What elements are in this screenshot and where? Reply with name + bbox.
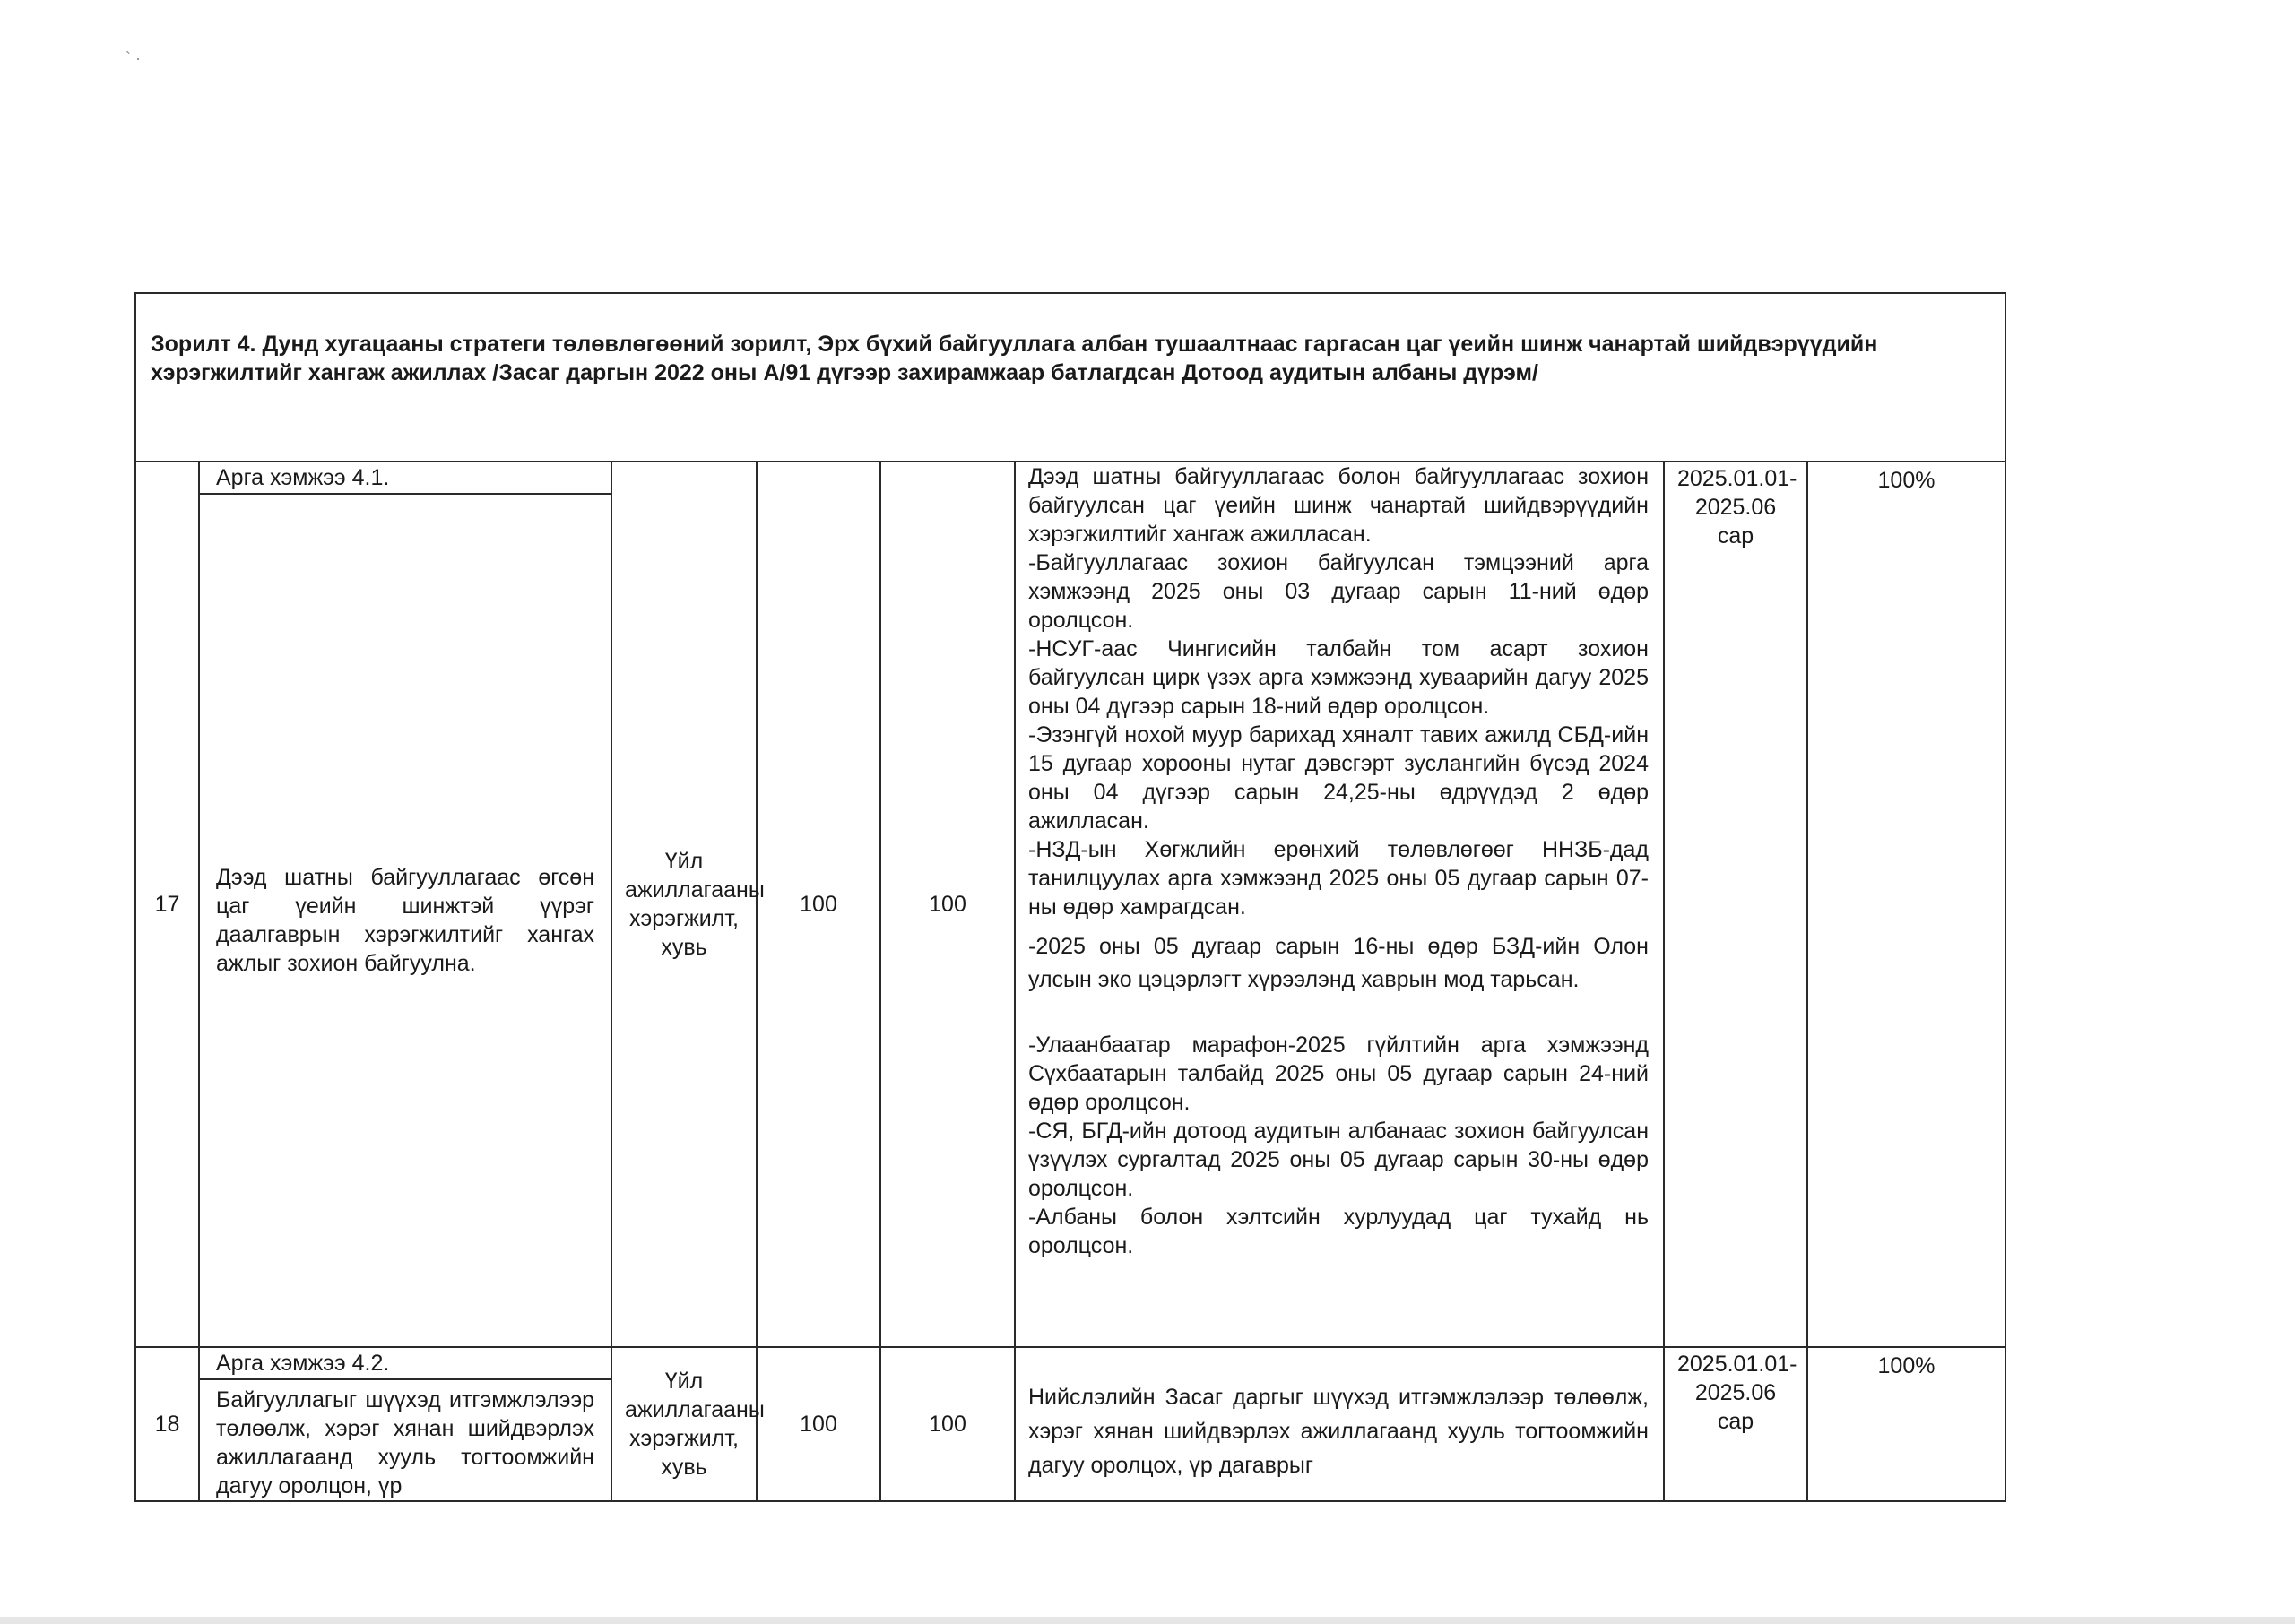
result-paragraph: -Байгууллагаас зохион байгуулсан тэмцээний арга хэмжээнд 2025 оны 03 дугаар сарын 11-ний өдөр оролцсон. <box>1028 550 1649 633</box>
measure-text-wrap <box>200 495 611 1346</box>
result-paragraph: -НСУГ-аас Чингисийн талбайн том асарт зохион байгуулсан цирк үзэх арга хэмжээнд хуваарийн дагуу 2025 оны 04 дүгээр сарын 18-ний өдөр оролцсон. <box>1028 636 1649 719</box>
measure-label: Арга хэмжээ 4.1. <box>200 462 611 495</box>
period: 2025.01.01-2025.06 сар <box>1664 1347 1807 1501</box>
target-value: 100 <box>757 462 880 1347</box>
plan-report-table <box>134 292 2006 1502</box>
result-paragraph: -НЗД-ын Хөгжлийн ерөнхий төлөвлөгөөг ННЗБ-дад танилцуулах арга хэмжээнд 2025 оны 05 дугаар сарын 07-ны өдөр хамрагдсан. <box>1028 837 1649 920</box>
result-paragraph: -2025 оны 05 дугаар сарын 16-ны өдөр БЗД-ийн Олон улсын эко цэцэрлэгт хүрээлэнд хаврын мод тарьсан. <box>1028 934 1649 992</box>
result-description <box>1015 1347 1664 1501</box>
measure-cell <box>199 1347 611 1501</box>
actual-value: 100 <box>880 462 1015 1347</box>
measure-text: Дээд шатны байгууллагаас өгсөн цаг үеийн шинжтэй үүрэг даалгаврын хэрэгжилтийг хангах ажлыг зохион байгуулна. <box>216 865 594 976</box>
goal-header: Зорилт 4. Дунд хугацааны стратеги төлөвлөгөөний зорилт, Эрх бүхий байгууллага албан тушаалтнаас гаргасан цаг үеийн шинж чанартай шийдвэрүүдийн хэрэгжилтийг хангаж ажиллах /Засаг даргын 2022 оны А/91 дүгээр захирамжаар батлагдсан Дотоод аудитын албаны дүрэм/ <box>135 293 2005 462</box>
indicator: Үйл ажиллагааны хэрэгжилт, хувь <box>611 462 757 1347</box>
completion-percent: 100% <box>1807 1347 2005 1501</box>
table-row <box>135 1347 2005 1501</box>
row-number: 18 <box>135 1347 199 1501</box>
result-paragraph: -Албаны болон хэлтсийн хурлуудад цаг тухайд нь оролцсон. <box>1028 1205 1649 1258</box>
indicator: Үйл ажиллагааны хэрэгжилт, хувь <box>611 1347 757 1501</box>
measure-label: Арга хэмжээ 4.2. <box>200 1348 611 1380</box>
result-description <box>1015 462 1664 1347</box>
measure-text-wrap <box>200 1380 611 1500</box>
result-paragraph: Дээд шатны байгууллагаас болон байгууллагаас зохион байгуулсан цаг үеийн шинж чанартай шийдвэрүүдийн хэрэгжилтийг хангаж ажилласан. <box>1028 464 1649 547</box>
result-paragraph: -Улаанбаатар марафон-2025 гүйлтийн арга хэмжээнд Сүхбаатарын талбайд 2025 оны 05 дугаар сарын 24-ний өдөр оролцсон. <box>1028 1032 1649 1115</box>
page-edge <box>0 1617 2295 1624</box>
actual-value: 100 <box>880 1347 1015 1501</box>
table-row <box>135 462 2005 1347</box>
measure-text: Байгууллагыг шүүхэд итгэмжлэлээр төлөөлж, хэрэг хянан шийдвэрлэх ажиллагаанд хууль тогтоомжийн дагуу оролцон, үр <box>216 1387 594 1499</box>
goal-header-row <box>135 293 2005 462</box>
measure-cell <box>199 462 611 1347</box>
result-paragraph: -СЯ, БГД-ийн дотоод аудитын албанаас зохион байгуулсан үзүүлэх сургалтад 2025 оны 05 дугаар сарын 30-ны өдөр оролцсон. <box>1028 1119 1649 1201</box>
target-value: 100 <box>757 1347 880 1501</box>
period: 2025.01.01-2025.06 сар <box>1664 462 1807 1347</box>
row-number: 17 <box>135 462 199 1347</box>
completion-percent: 100% <box>1807 462 2005 1347</box>
result-paragraph: Нийслэлийн Засаг даргыг шүүхэд итгэмжлэлээр төлөөлж, хэрэг хянан шийдвэрлэх ажиллагаанд хууль тогтоомжийн дагуу оролцох, үр дагаврыг <box>1028 1385 1649 1478</box>
scan-specks: ` · <box>126 49 141 67</box>
result-paragraph: -Эзэнгүй нохой муур барихад хяналт тавих ажилд СБД-ийн 15 дугаар хорооны нутаг дэвсгэрт зуслангийн бүсэд 2024 оны 04 дүгээр сарын 24,25-ны өдрүүдэд 2 өдөр ажилласан. <box>1028 722 1649 834</box>
